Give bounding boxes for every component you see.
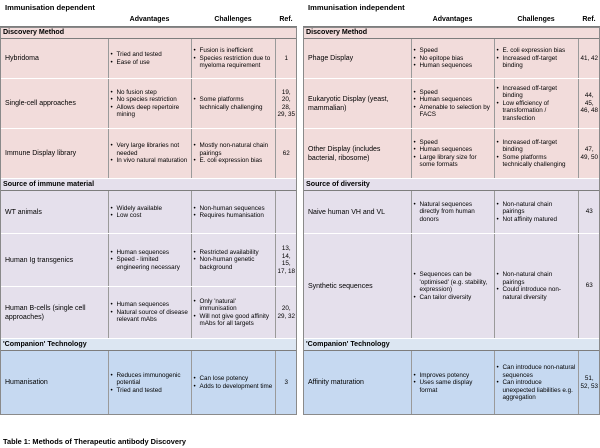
right-title: Immunisation independent: [308, 3, 405, 12]
advantages-cell: [411, 79, 494, 129]
table-row: [0, 129, 297, 179]
reference-cell: 19, 20, 28, 29, 35: [275, 79, 297, 129]
table-row: [0, 351, 297, 415]
challenges-item: • Only 'natural' immunisation: [194, 298, 273, 313]
challenges-item: • E. coli expression bias: [497, 47, 576, 55]
table-row: [303, 234, 600, 339]
challenges-item: • Non-natural chain pairings: [497, 201, 576, 216]
table-row: [0, 234, 297, 287]
challenges-cell: [191, 191, 275, 234]
challenges-cell: [494, 39, 578, 79]
method-label: WT animals: [0, 191, 108, 234]
advantages-item: • Widely available: [111, 205, 189, 213]
challenges-cell: [494, 351, 578, 415]
table-row: [303, 351, 600, 415]
challenges-item: • Increased off-target binding: [497, 85, 576, 100]
challenges-item: • Restricted availability: [194, 249, 273, 257]
table-row: [0, 39, 297, 79]
challenges-cell: [191, 79, 275, 129]
advantages-item: • Low cost: [111, 212, 189, 220]
section-band: [303, 339, 600, 351]
table-row: [303, 39, 600, 79]
col-header-advantages: Advantages: [432, 16, 473, 24]
advantages-item: • Amenable to selection by FACS: [414, 104, 492, 119]
reference-cell: 62: [275, 129, 297, 179]
right-table: [303, 14, 600, 415]
advantages-item: • Sequences can be 'optimised' (e.g. stability, expression): [414, 271, 492, 294]
table-row: [303, 79, 600, 129]
col-header-ref: Ref.: [279, 16, 293, 24]
section-band: [0, 179, 297, 191]
challenges-item: • Some platforms technically challenging: [497, 154, 576, 169]
section-band: [303, 27, 600, 39]
advantages-item: • Allows deep repertoire mining: [111, 104, 189, 119]
reference-cell: 63: [578, 234, 600, 339]
method-label: Other Display (includes bacterial, ribosome): [303, 129, 411, 179]
advantages-item: • Improves potency: [414, 372, 492, 380]
advantages-cell: [411, 191, 494, 234]
table-row: [303, 129, 600, 179]
section-band: [303, 179, 600, 191]
reference-cell: 41, 42: [578, 39, 600, 79]
advantages-item: • No epitope bias: [414, 55, 492, 63]
advantages-cell: [411, 39, 494, 79]
col-header-advantages: Advantages: [129, 16, 170, 24]
method-label: Single-cell approaches: [0, 79, 108, 129]
reference-cell: 20, 29, 32: [275, 287, 297, 339]
challenges-item: • Can introduce unexpected liabilities e.g. aggregation: [497, 379, 576, 402]
method-label: Synthetic sequences: [303, 234, 411, 339]
challenges-cell: [494, 234, 578, 339]
advantages-item: • Natural source of disease relevant mAbs: [111, 309, 189, 324]
method-label: Hybridoma: [0, 39, 108, 79]
advantages-cell: [108, 234, 191, 287]
challenges-item: • Will not give good affinity mAbs for all targets: [194, 313, 273, 328]
challenges-item: • Low efficiency of transformation / transfection: [497, 100, 576, 123]
col-header-challenges: Challenges: [517, 16, 555, 24]
reference-cell: 47, 49, 50: [578, 129, 600, 179]
col-header-ref: Ref.: [582, 16, 596, 24]
challenges-item: • Not affinity matured: [497, 216, 576, 224]
advantages-item: • Tried and tested: [111, 51, 189, 59]
method-label: Human Ig transgenics: [0, 234, 108, 287]
challenges-cell: [191, 129, 275, 179]
advantages-cell: [411, 234, 494, 339]
method-label: Phage Display: [303, 39, 411, 79]
advantages-item: • No fusion step: [111, 89, 189, 97]
challenges-cell: [191, 39, 275, 79]
advantages-item: • Natural sequences directly from human donors: [414, 201, 492, 224]
advantages-item: • Human sequences: [414, 146, 492, 154]
table-row: [0, 287, 297, 339]
challenges-cell: [494, 79, 578, 129]
challenges-item: • Species restriction due to myeloma requirement: [194, 55, 273, 70]
advantages-item: • Large library size for some formats: [414, 154, 492, 169]
challenges-item: • Adds to development time: [194, 383, 273, 391]
challenges-item: • Mostly non-natural chain pairings: [194, 142, 273, 157]
reference-cell: 51, 52, 53: [578, 351, 600, 415]
challenges-item: • Non-human genetic background: [194, 256, 273, 271]
reference-cell: 1: [275, 39, 297, 79]
challenges-item: • E. coli expression bias: [194, 157, 273, 165]
challenges-item: • Increased off-target binding: [497, 55, 576, 70]
advantages-item: • Tried and tested: [111, 387, 189, 395]
advantages-item: • No species restriction: [111, 96, 189, 104]
method-label: Eukaryotic Display (yeast, mammalian): [303, 79, 411, 129]
challenges-item: • Increased off-target binding: [497, 139, 576, 154]
challenges-cell: [191, 287, 275, 339]
advantages-cell: [108, 351, 191, 415]
section-band: [0, 339, 297, 351]
challenges-item: • Some platforms technically challenging: [194, 96, 273, 111]
col-header-challenges: Challenges: [214, 16, 252, 24]
advantages-cell: [108, 287, 191, 339]
advantages-item: • Human sequences: [111, 301, 189, 309]
challenges-item: • Can lose potency: [194, 375, 273, 383]
advantages-cell: [108, 39, 191, 79]
section-title: Source of immune material: [0, 179, 297, 191]
table-row: [303, 191, 600, 234]
challenges-cell: [494, 129, 578, 179]
advantages-item: • Uses same display format: [414, 379, 492, 394]
advantages-item: • Speed: [414, 89, 492, 97]
challenges-cell: [191, 234, 275, 287]
challenges-cell: [494, 191, 578, 234]
method-label: Human B-cells (single cell approaches): [0, 287, 108, 339]
reference-cell: 44, 45, 46, 48: [578, 79, 600, 129]
section-title: Discovery Method: [303, 27, 600, 39]
challenges-cell: [191, 351, 275, 415]
method-label: Immune Display library: [0, 129, 108, 179]
section-title: Discovery Method: [0, 27, 297, 39]
advantages-cell: [108, 79, 191, 129]
method-label: Humanisation: [0, 351, 108, 415]
reference-cell: 43: [578, 191, 600, 234]
advantages-cell: [411, 129, 494, 179]
challenges-item: • Can introduce non-natural sequences: [497, 364, 576, 379]
advantages-item: • Very large libraries not needed: [111, 142, 189, 157]
section-title: 'Companion' Technology: [0, 339, 297, 351]
advantages-item: • Ease of use: [111, 59, 189, 67]
challenges-item: • Requires humanisation: [194, 212, 273, 220]
advantages-cell: [108, 129, 191, 179]
challenges-item: • Fusion is inefficient: [194, 47, 273, 55]
table-row: [0, 79, 297, 129]
challenges-item: • Could introduce non-natural diversity: [497, 286, 576, 301]
left-half-immunisation-dependent: [0, 0, 297, 436]
advantages-cell: [411, 351, 494, 415]
reference-cell: 3: [275, 351, 297, 415]
section-title: 'Companion' Technology: [303, 339, 600, 351]
advantages-item: • Can tailor diversity: [414, 294, 492, 302]
challenges-item: • Non-human sequences: [194, 205, 273, 213]
reference-cell: [275, 191, 297, 234]
advantages-item: • In vivo natural maturation: [111, 157, 189, 165]
left-title: Immunisation dependent: [5, 3, 95, 12]
advantages-item: • Reduces immunogenic potential: [111, 372, 189, 387]
advantages-item: • Speed - limited engineering necessary: [111, 256, 189, 271]
advantages-item: • Human sequences: [111, 249, 189, 257]
advantages-item: • Speed: [414, 47, 492, 55]
advantages-item: • Human sequences: [414, 62, 492, 70]
advantages-item: • Human sequences: [414, 96, 492, 104]
method-label: Affinity maturation: [303, 351, 411, 415]
method-label: Naive human VH and VL: [303, 191, 411, 234]
section-band: [0, 27, 297, 39]
table-caption: Table 1: Methods of Therapeutic antibody Discovery: [3, 437, 187, 446]
reference-cell: 13, 14, 15, 17, 18: [275, 234, 297, 287]
advantages-cell: [108, 191, 191, 234]
table-row: [0, 191, 297, 234]
right-half-immunisation-independent: [303, 0, 600, 436]
challenges-item: • Non-natural chain pairings: [497, 271, 576, 286]
left-table: [0, 14, 297, 415]
advantages-item: • Speed: [414, 139, 492, 147]
section-title: Source of diversity: [303, 179, 600, 191]
